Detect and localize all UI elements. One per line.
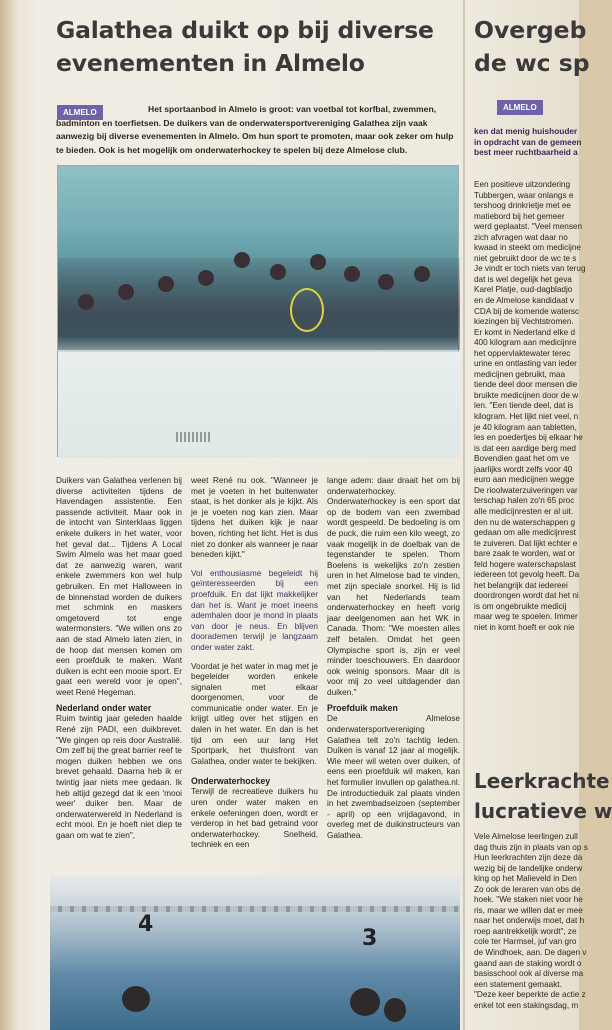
text-line: Tubbergen, waar onlangs e	[474, 190, 574, 200]
text-line: enkel tot een stakingsdag, m	[474, 1000, 579, 1010]
text-line: je 40 kilogram aan tabletten,	[474, 422, 577, 432]
text-line: gaand aan de staking wordt o	[474, 958, 582, 968]
text-line: 400 kilogram aan medicijnre	[474, 338, 577, 348]
text-line: naar het onderwijs moet, dat h	[474, 916, 585, 926]
article-lead	[56, 103, 458, 157]
right-article-body	[474, 180, 584, 634]
subhead-nederland-onder-water: Nederland onder water	[56, 703, 152, 714]
text-line: niet in komt hoeft er ook nie	[474, 622, 575, 632]
text-line: tershoog drinkrietje met ee	[474, 201, 571, 211]
text-line: dat is wel degelijk het geva	[474, 274, 572, 284]
col2-para-1: weet René nu ook. "Wanneer je met je voeten in het buitenwater staat, is het donker als je kijkt. Als je je voeten nog kan zien. Maar tijdens het duiken kijk je naar boven, richting het licht. Het is dus niet zo donker als wanneer je naar beneden kijkt."	[191, 476, 318, 560]
text-line: king op het Malieveld in Den	[474, 874, 577, 884]
text-line: maar weg te spoelen. Immer	[474, 612, 578, 622]
underwater-group-photo	[57, 165, 459, 457]
right-article2-body	[474, 832, 588, 1011]
article-column-2	[191, 476, 318, 851]
lane-number: 4	[138, 912, 154, 937]
text-line: tiende deel door mensen die	[474, 380, 578, 390]
text-line: kiezingen bij Vechtstromen.	[474, 317, 574, 327]
text-line: iedereen tot gevolg heeft. Da	[474, 570, 580, 580]
diver-figure	[122, 986, 150, 1012]
column-divider	[463, 0, 465, 1030]
text-line: urine en ontlasting van ieder	[474, 359, 577, 369]
text-line: wezig bij de landelijke onderw	[474, 863, 583, 873]
text-line: bruikte medicijnen door de w	[474, 390, 579, 400]
right-article-lead	[474, 126, 584, 158]
diver-head	[270, 264, 286, 280]
text-line: jaarlijks wordt zelfs voor 40	[474, 464, 573, 474]
text-line: den nu de waterschappen g	[474, 517, 576, 527]
right-headline-line: de wc sp	[474, 49, 590, 77]
right-headline-line: Overgeb	[474, 16, 587, 44]
col3-para-3: De Almelose onderwatersportvereniging Galathea telt zo'n tachtig leden. Duiken is vanaf 12 jaar al mogelijk. Wie meer wil weten over duiken, of eens een proefduik wil maken, kan het formulier invullen op galathea.nl. De introductieduik zal plaats vinden in het zwembadseizoen (september - april) op een vrijdagavond, in overleg met de duikinstructeurs van Galathea.	[327, 714, 460, 840]
text-line: doordrongen wordt dat het ni	[474, 591, 579, 601]
text-line: Zo ook de leraren van obs de	[474, 884, 581, 894]
article-column-3	[327, 476, 460, 842]
article-headline: Galathea duikt op bij diverse evenementen in Almelo	[56, 16, 434, 77]
diver-head	[378, 274, 394, 290]
pool-lane-rope	[50, 906, 460, 912]
text-line: Er komt in Nederland elke d	[474, 327, 576, 337]
diver-head	[118, 284, 134, 300]
text-line: de Windhoek, aan. De dagen v	[474, 948, 587, 958]
text-line: Je vindt er toch niets van terug	[474, 264, 586, 274]
text-line: is dat een aardige berg med	[474, 443, 576, 453]
text-line: kilogram. Het lijkt niet veel, n	[474, 412, 579, 422]
text-line: bare zaak te worden, wat or	[474, 549, 576, 559]
text-line: feld hogere waterschapslast	[474, 559, 576, 569]
diver-head	[234, 252, 250, 268]
right-lead-line: in opdracht van de gemeen	[474, 136, 582, 147]
subhead-onderwaterhockey: Onderwaterhockey	[191, 776, 271, 787]
right-headline2-line: Leerkrachte	[474, 769, 610, 793]
text-line: gedaan om alle medicijnrest	[474, 528, 576, 538]
pool-drain-grate	[176, 432, 210, 442]
text-line: roep aantrekkelijk wordt", ze	[474, 926, 577, 936]
pool-divers-photo	[50, 876, 460, 1030]
col2-para-3: Voordat je het water in mag met je begeleider worden enkele signalen met elkaar doorgenomen, voor de communicatie onder water. En je krijgt uitleg over het stijgen en dalen in het water. En dan is het tijd om een uur lang Het Sportpark, het thuisfront van Galathea, onder water te bekijken.	[191, 661, 318, 766]
text-line: euro aan medicijnen wegge	[474, 475, 575, 485]
pool-floor	[58, 352, 460, 458]
diver-head	[158, 276, 174, 292]
text-line: medicijnen gebruikt, maa	[474, 369, 566, 379]
diver-head	[78, 294, 94, 310]
text-line: hoek. "We staken niet voor he	[474, 895, 583, 905]
section-tag: ALMELO	[57, 105, 103, 120]
text-line: cole ter Harmsel, juf van gro	[474, 937, 577, 947]
right-headline2-line: lucratieve w	[474, 799, 612, 823]
text-line: werd geplaatst. "Veel mensen	[474, 222, 583, 232]
text-line: niet gebruikt door de wc te s	[474, 253, 577, 263]
col1-para-2: Ruim twintig jaar geleden haalde René zijn PADI, een duikbrevet. "We gingen op reis door Australië. Om zelf bij the great barrier reef te mogen duiken hebben we ons brevet gehaald. Daarna heb ik er twintig jaar niets mee gedaan. Ik heb altijd gezegd dat ik een 'mooi weer' duiker ben. Maar de onderwaterwereld in Nederland is echt mooi. En je hoeft niet diep te gaan om wat te zien",	[56, 714, 182, 840]
col1-para-1: Duikers van Galathea verlenen bij diverse activiteiten tijdens de Havendagen assistentie. Een passende activiteit. Maar ook in de intocht van Sinterklaas liggen enkele duikers in het water, voor het geval dat... Tijdens A Local Swim Almelo was het maar goed dat ze aanwezig waren, want enkele zwemmers kon wel hulp gebruiken. En met Halloween in de binnenstad worden de duikers met schmink en maskers omgetoverd tot enge watermonsters. "We willen ons zo aan de stad Almelo laten zien, in de hoop dat mensen komen om een proefduik te maken. Want duiken is echt een mooie sport. Er gaat een wereld voor je open", weet René Hegeman.	[56, 476, 182, 697]
text-line: ris, maar we willen dat er mee	[474, 905, 583, 915]
text-line: Een positieve uitzondering	[474, 180, 571, 189]
text-line: terschap halen zo'n 65 proc	[474, 496, 575, 506]
text-line: les en poedertjes bij elkaar he	[474, 433, 583, 443]
col2-para-4: Terwijl de recreatieve duikers hu uren onder water maken en enkele oefeningen doen, wordt er verderop in het bad getraind voor onderwaterhockey. Snelheid, techniek en een	[191, 787, 318, 850]
text-line: CDA bij de komende watersc	[474, 306, 580, 316]
col2-para-2: Vol enthousiasme begeleidt hij geïnteresseerden bij een proefduik. En dat lijkt makkelijker dan het is. Want je moet ineens ademhalen door je mond in plaats van door je neus. En blijven doorademen terwijl je langzaam onder water zakt.	[191, 568, 318, 652]
article-lead-text: Het sportaanbod in Almelo is groot: van voetbal tot korfbal, zwemmen, badminton en toerfietsen. De duikers van de onderwatersportvereniging Galathea zijn vaak aanwezig bij diverse evenementen in Almelo. Om hun sport te promoten, maar ook zeker om hulp te bieden. Ook is het mogelijk om onderwaterhockey te spelen bij deze Almelose club.	[56, 104, 454, 155]
text-line: is om ongebruikte medicij	[474, 601, 567, 611]
article-column-1	[56, 476, 182, 842]
diver-figure	[384, 998, 406, 1022]
text-line: Hun leerkrachten zijn deze da	[474, 853, 583, 863]
subhead-proefduik-maken: Proefduik maken	[327, 703, 398, 714]
diver-head	[414, 266, 430, 282]
lane-number: 3	[362, 926, 378, 951]
hoop-ring	[290, 288, 324, 332]
text-line: alle medicijnresten er al uit.	[474, 506, 574, 516]
text-line: zich afvragen wat daar no	[474, 232, 568, 242]
text-line: te zuiveren. Dat lijkt echter e	[474, 538, 578, 548]
col3-para-1: lange adem: daar draait het om bij onderwaterhockey.	[327, 476, 460, 496]
text-line: basisschool ook al diverse ma	[474, 969, 584, 979]
text-line: Karel Platje, oud-dagbladjo	[474, 285, 573, 295]
text-line: Bovendien gaat het om ve	[474, 454, 570, 464]
right-section-tag: ALMELO	[497, 100, 543, 115]
text-line: kwaad in steekt om medicijne	[474, 243, 581, 253]
right-lead-line: best meer ruchtbaarheid a	[474, 147, 578, 158]
text-line: "Deze keer beperkte de actie z	[474, 990, 586, 1000]
right-article-headline	[474, 14, 594, 80]
divers-group	[58, 258, 460, 350]
right-lead-line: ken dat menig huishouder	[474, 126, 578, 136]
col3-para-2: Onderwaterhockey is een sport dat op de bodem van een zwembad wordt gespeeld. De bedoeling is om de puck, die ruim een kilo weegt, zo vaak mogelijk in de doelbak van de tegenstander te spelen. Thom Boelens is wekelijks zo'n zestien uren in het Almelose bad te vinden, met zijn speciale snorkel. Hij is lid van het Nederlands team onderwaterhockey en heeft vorig jaar deelgenomen aan het WK in Canada. Thom: "We moesten alles zelf betalen. Omdat het geen Olympische sport is, zijn er veel minder toeschouwers. En daardoor ook weinig sponsors. Maar dit is voor mij zo veel uitdagender dan duiken."	[327, 497, 460, 697]
text-line: len. "Een tiende deel, dat is	[474, 401, 574, 411]
diver-head	[344, 266, 360, 282]
text-line: De rioolwaterzuiveringen var	[474, 485, 578, 495]
text-line: matiebord bij het gemeer	[474, 211, 565, 221]
text-line: dag thuis zijn in plaats van op s	[474, 842, 588, 852]
text-line: een statement gemaakt.	[474, 979, 562, 989]
diver-head	[198, 270, 214, 286]
text-line: het oppervlaktewater terec	[474, 348, 571, 358]
text-line: en de Almelose kandidaat v	[474, 296, 575, 306]
right-article2-headline	[474, 766, 612, 826]
diver-figure	[350, 988, 380, 1016]
text-line: het belangrijk dat iedereei	[474, 580, 568, 590]
diver-head	[310, 254, 326, 270]
text-line: Vele Almelose leerlingen zull	[474, 832, 578, 841]
